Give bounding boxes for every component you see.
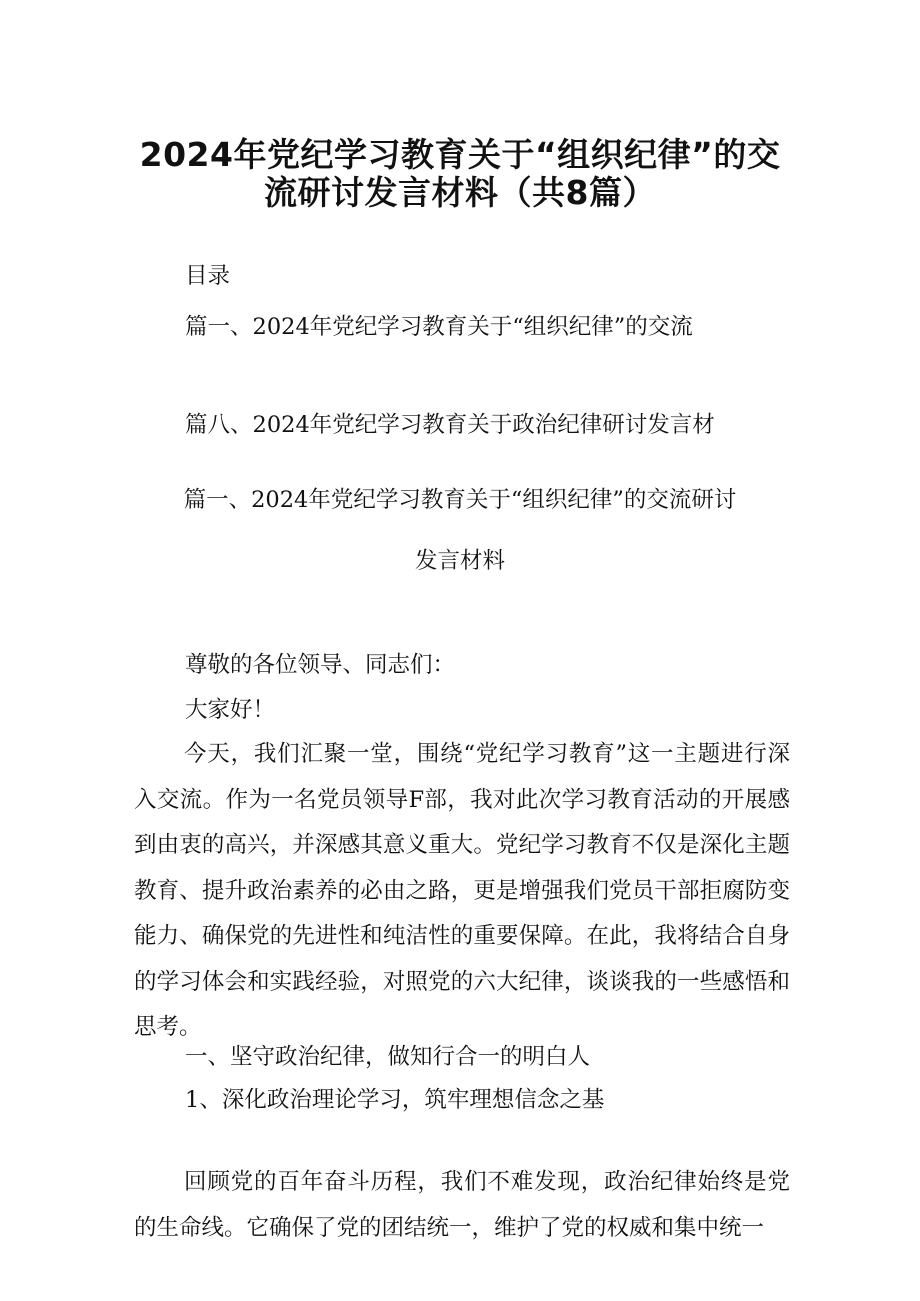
toc-item-1[interactable]: 篇一、2024年党纪学习教育关于“组织纪律”的交流 [185,314,693,340]
body-paragraph-2: 回顾党的百年奋斗历程，我们不难发现，政治纪律始终是党的生命线。它确保了党的团结统一，维护了党的权威和集中统一 [134,1169,790,1241]
body-paragraph-1: 今天，我们汇聚一堂，围绕“党纪学习教育”这一主题进行深入交流。作为一名党员领导F部，我对此次学习教育活动的开展感到由衷的高兴，并深感其意义重大。党纪学习教育不仅是深化主题教育、提升政治素养的必由之路，更是增强我们党员干部拒腐防变能力、确保党的先进性和纯洁性的重要保障。在此，我将结合自身的学习体会和实践经验，对照党的六大纪律，谈谈我的一些感悟和思考。 [134,741,790,1040]
toc-heading: 目录 [185,263,231,289]
subsection-heading-1-1: 1、深化政治理论学习，筑牢理想信念之基 [185,1087,605,1113]
section-title-line-1: 篇一、2024年党纪学习教育关于“组织纪律”的交流研讨 [183,487,737,513]
document-title-line-2: 流研讨发言材料（共8篇） [264,173,656,212]
greeting: 大家好！ [185,697,276,723]
toc-item-8[interactable]: 篇八、2024年党纪学习教育关于政治纪律研讨发言材 [185,412,715,438]
document-title-line-1: 2024年党纪学习教育关于“组织纪律”的交 [139,135,781,174]
section-title-line-2: 发言材料 [414,548,505,574]
salutation: 尊敬的各位领导、同志们： [185,652,456,678]
section-heading-1: 一、坚守政治纪律，做知行合一的明白人 [185,1044,591,1070]
